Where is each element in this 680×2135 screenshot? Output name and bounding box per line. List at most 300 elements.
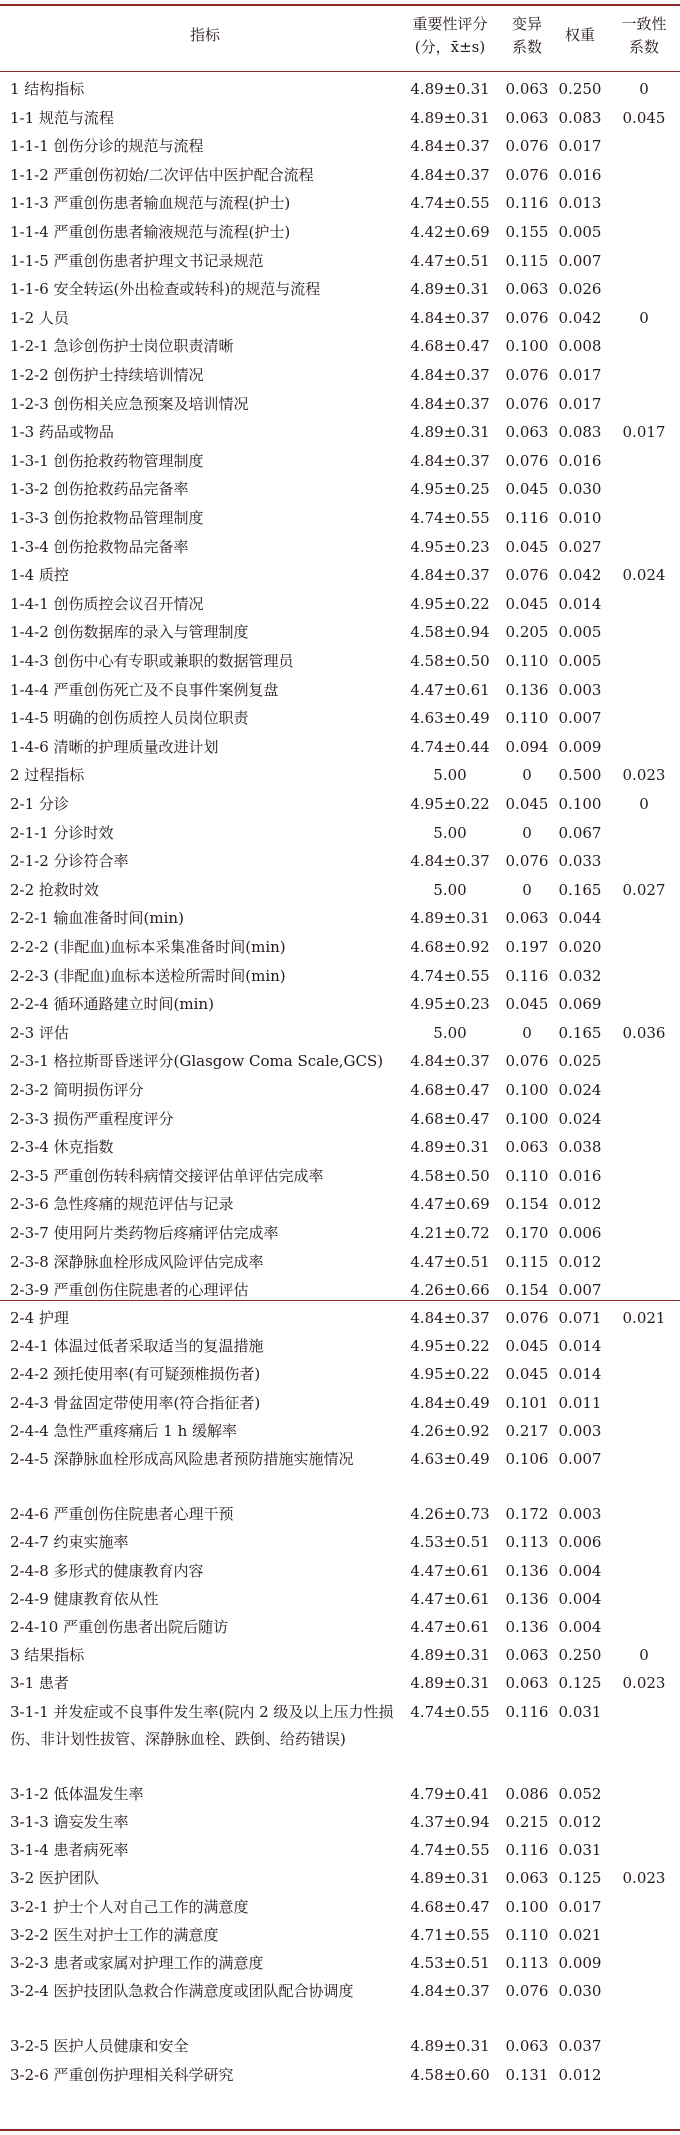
indicator-cell: 3-1-3 谵妄发生率 — [10, 1813, 129, 1831]
indicator-cell: 1-1-5 严重创伤患者护理文书记录规范 — [10, 252, 264, 270]
score-cell: 4.68±0.47 — [410, 1081, 490, 1099]
indicator-cell: 1-1 规范与流程 — [10, 109, 114, 127]
indicator-cell: 2-4-4 急性严重疼痛后 1 h 缓解率 — [10, 1422, 238, 1440]
table-row — [0, 533, 680, 562]
score-cell: 4.58±0.94 — [410, 623, 490, 641]
indicator-cell: 2-2-4 循环通路建立时间(min) — [10, 995, 214, 1013]
score-cell: 4.21±0.72 — [410, 1224, 490, 1242]
score-cell: 4.37±0.94 — [410, 1813, 490, 1831]
indicator-cell: 1-4-3 创伤中心有专职或兼职的数据管理员 — [10, 652, 294, 670]
cv-cell: 0 — [522, 1024, 532, 1042]
indicator-cell: 1 结构指标 — [10, 80, 85, 98]
cv-cell: 0.076 — [505, 1052, 549, 1070]
score-cell: 4.74±0.44 — [410, 738, 490, 756]
cv-cell: 0.063 — [505, 109, 549, 127]
weight-cell: 0.016 — [558, 452, 602, 470]
weight-cell: 0.031 — [558, 1841, 602, 1859]
table-row — [0, 876, 680, 905]
weight-cell: 0.005 — [558, 223, 602, 241]
weight-cell: 0.004 — [558, 1618, 602, 1636]
indicator-cell: 1-1-1 创伤分诊的规范与流程 — [10, 137, 204, 155]
weight-cell: 0.014 — [558, 1337, 602, 1355]
indicator-cell: 3-2-3 患者或家属对护理工作的满意度 — [10, 1954, 264, 1972]
score-cell: 4.42±0.69 — [410, 223, 490, 241]
weight-cell: 0.007 — [558, 1281, 602, 1299]
weight-cell: 0.008 — [558, 337, 602, 355]
score-cell: 4.95±0.23 — [410, 538, 490, 556]
cv-cell: 0.045 — [505, 480, 549, 498]
header-indicator: 指标 — [189, 26, 220, 44]
score-cell: 4.74±0.55 — [410, 194, 490, 212]
table-row — [0, 1500, 680, 1528]
cv-cell: 0.045 — [505, 795, 549, 813]
weight-cell: 0.003 — [558, 1505, 602, 1523]
score-cell: 4.84±0.37 — [410, 1982, 490, 2000]
cv-cell: 0.063 — [505, 1674, 549, 1692]
score-cell: 4.89±0.31 — [410, 423, 490, 441]
indicator-cell: 2-3-9 严重创伤住院患者的心理评估 — [10, 1281, 249, 1299]
table-row — [0, 1047, 680, 1076]
cv-cell: 0.045 — [505, 995, 549, 1013]
table-row — [0, 1557, 680, 1585]
indicator-cell: 1-4-5 明确的创伤质控人员岗位职责 — [10, 709, 249, 727]
indicator-cell: 2-2 抢救时效 — [10, 881, 99, 899]
cv-cell: 0.063 — [505, 1869, 549, 1887]
cv-cell: 0.217 — [505, 1422, 549, 1440]
cc-cell: 0 — [639, 795, 649, 813]
indicator-cell: 2-3-5 严重创伤转科病情交接评估单评估完成率 — [10, 1167, 324, 1185]
cc-cell: 0.045 — [622, 109, 666, 127]
cv-cell: 0.172 — [505, 1505, 549, 1523]
table-row — [0, 676, 680, 705]
table-row — [0, 1133, 680, 1162]
score-cell: 4.89±0.31 — [410, 1674, 490, 1692]
score-cell: 4.53±0.51 — [410, 1954, 490, 1972]
weight-cell: 0.014 — [558, 1365, 602, 1383]
weight-cell: 0.067 — [558, 824, 602, 842]
cc-cell: 0 — [639, 1646, 649, 1664]
score-cell: 4.89±0.31 — [410, 280, 490, 298]
score-cell: 4.71±0.55 — [410, 1926, 490, 1944]
score-cell: 4.47±0.61 — [410, 1590, 490, 1608]
score-cell: 4.84±0.49 — [410, 1394, 490, 1412]
table-row — [0, 761, 680, 790]
indicator-cell: 2-1-1 分诊时效 — [10, 824, 114, 842]
indicator-cell: 2-3-3 损伤严重程度评分 — [10, 1110, 174, 1128]
cv-cell: 0.063 — [505, 1138, 549, 1156]
table-row — [0, 447, 680, 476]
weight-cell: 0.017 — [558, 366, 602, 384]
cv-cell: 0.076 — [505, 452, 549, 470]
score-cell: 4.84±0.37 — [410, 395, 490, 413]
weight-cell: 0.005 — [558, 623, 602, 641]
cv-cell: 0.076 — [505, 309, 549, 327]
cv-cell: 0.154 — [505, 1281, 549, 1299]
cc-cell: 0.023 — [622, 1674, 666, 1692]
indicator-cell: 1-4-1 创伤质控会议召开情况 — [10, 595, 204, 613]
indicator-cell: 1-4-4 严重创伤死亡及不良事件案例复盘 — [10, 681, 279, 699]
table-row — [0, 733, 680, 762]
indicator-cell: 1-2-3 创伤相关应急预案及培训情况 — [10, 395, 249, 413]
table-row — [0, 218, 680, 247]
indicator-cell: 1-4-2 创伤数据库的录入与管理制度 — [10, 623, 249, 641]
cc-cell: 0 — [639, 309, 649, 327]
header-cc-line2: 系数 — [628, 38, 659, 56]
score-cell: 4.89±0.31 — [410, 1869, 490, 1887]
indicator-cell: 2-4 护理 — [10, 1309, 69, 1327]
weight-cell: 0.020 — [558, 938, 602, 956]
table-row — [0, 990, 680, 1019]
weight-cell: 0.024 — [558, 1081, 602, 1099]
cv-cell: 0 — [522, 766, 532, 784]
table-row — [0, 75, 680, 104]
indicator-cell: 2-2-2 (非配血)血标本采集准备时间(min) — [10, 938, 286, 956]
indicator-cell: 1-3-3 创伤抢救物品管理制度 — [10, 509, 204, 527]
cv-cell: 0.136 — [505, 1590, 549, 1608]
weight-cell: 0.004 — [558, 1562, 602, 1580]
weight-cell: 0.007 — [558, 252, 602, 270]
table-row — [0, 189, 680, 218]
weight-cell: 0.006 — [558, 1224, 602, 1242]
header-score-line1: 重要性评分 — [412, 15, 488, 33]
cc-cell: 0.021 — [622, 1309, 666, 1327]
weight-cell: 0.006 — [558, 1533, 602, 1551]
indicator-cell: 3-2-6 严重创伤护理相关科学研究 — [10, 2066, 234, 2084]
table-row — [0, 475, 680, 504]
score-cell: 4.74±0.55 — [410, 1703, 490, 1721]
indicator-cell: 3-1 患者 — [10, 1674, 69, 1692]
table-row — [0, 2032, 680, 2060]
cv-cell: 0.076 — [505, 852, 549, 870]
cv-cell: 0.110 — [505, 1167, 549, 1185]
cc-cell: 0.023 — [622, 1869, 666, 1887]
score-cell: 4.68±0.47 — [410, 1898, 490, 1916]
indicator-cell: 3-2-2 医生对护士工作的满意度 — [10, 1926, 219, 1944]
cv-cell: 0.136 — [505, 1562, 549, 1580]
cv-cell: 0.113 — [505, 1533, 549, 1551]
cv-cell: 0.106 — [505, 1450, 549, 1468]
cv-cell: 0.110 — [505, 709, 549, 727]
cv-cell: 0.045 — [505, 1337, 549, 1355]
table-row — [0, 504, 680, 533]
cv-cell: 0.131 — [505, 2066, 549, 2084]
table-row — [0, 847, 680, 876]
indicator-cell: 2-4-3 骨盆固定带使用率(符合指征者) — [10, 1394, 261, 1412]
mid-rule — [0, 1300, 680, 1301]
score-cell: 4.74±0.55 — [410, 967, 490, 985]
table-row — [0, 1836, 680, 1864]
table-row — [0, 561, 680, 590]
score-cell: 5.00 — [433, 824, 467, 842]
indicator-cell: 1-3 药品或物品 — [10, 423, 114, 441]
table-header — [0, 4, 680, 70]
score-cell: 4.95±0.22 — [410, 1337, 490, 1355]
score-cell: 4.47±0.51 — [410, 1253, 490, 1271]
table-row — [0, 962, 680, 991]
score-cell: 4.89±0.31 — [410, 909, 490, 927]
weight-cell: 0.007 — [558, 709, 602, 727]
indicator-cell: 2-4-7 约束实施率 — [10, 1533, 129, 1551]
indicator-cell: 2-4-2 颈托使用率(有可疑颈椎损伤者) — [10, 1365, 261, 1383]
indicator-cell: 2-3-6 急性疼痛的规范评估与记录 — [10, 1195, 234, 1213]
score-cell: 4.53±0.51 — [410, 1533, 490, 1551]
table-row — [0, 1921, 680, 1949]
indicator-cell: 3-2 医护团队 — [10, 1869, 99, 1887]
weight-cell: 0.012 — [558, 1195, 602, 1213]
table-row — [0, 275, 680, 304]
score-cell: 4.26±0.73 — [410, 1505, 490, 1523]
header-cv — [502, 13, 552, 59]
cv-cell: 0.197 — [505, 938, 549, 956]
weight-cell: 0.030 — [558, 1982, 602, 2000]
cv-cell: 0.110 — [505, 1926, 549, 1944]
indicator-cell: 2-4-6 严重创伤住院患者心理干预 — [10, 1505, 234, 1523]
cv-cell: 0.100 — [505, 337, 549, 355]
cv-cell: 0.170 — [505, 1224, 549, 1242]
bottom-rule — [0, 2129, 680, 2131]
cv-cell: 0.100 — [505, 1110, 549, 1128]
indicator-cell: 3-2-5 医护人员健康和安全 — [10, 2037, 189, 2055]
score-cell: 4.58±0.50 — [410, 1167, 490, 1185]
score-cell: 4.84±0.37 — [410, 852, 490, 870]
table-row — [0, 933, 680, 962]
cv-cell: 0.063 — [505, 80, 549, 98]
table-row — [0, 104, 680, 133]
score-cell: 4.95±0.22 — [410, 795, 490, 813]
cv-cell: 0.045 — [505, 595, 549, 613]
weight-cell: 0.014 — [558, 595, 602, 613]
table-row — [0, 1417, 680, 1445]
score-cell: 4.95±0.25 — [410, 480, 490, 498]
weight-cell: 0.052 — [558, 1785, 602, 1803]
cv-cell: 0.116 — [505, 1703, 549, 1721]
header-cc-line1: 一致性 — [621, 15, 667, 33]
indicator-cell: 2-3-1 格拉斯哥昏迷评分(Glasgow Coma Scale,GCS) — [10, 1052, 384, 1070]
score-cell: 4.47±0.69 — [410, 1195, 490, 1213]
weight-cell: 0.042 — [558, 309, 602, 327]
table-row — [0, 1190, 680, 1219]
cv-cell: 0.076 — [505, 1309, 549, 1327]
table-row — [0, 1780, 680, 1808]
table-row — [0, 1304, 680, 1332]
table-row — [0, 361, 680, 390]
cv-cell: 0.094 — [505, 738, 549, 756]
table-row — [0, 1949, 680, 1977]
cv-cell: 0 — [522, 824, 532, 842]
weight-cell: 0.010 — [558, 509, 602, 527]
score-cell: 4.84±0.37 — [410, 566, 490, 584]
table-row — [0, 1389, 680, 1417]
table-row — [0, 1105, 680, 1134]
table-row — [0, 1669, 680, 1697]
indicator-cell: 1-1-2 严重创伤初始/二次评估中医护配合流程 — [10, 166, 314, 184]
weight-cell: 0.005 — [558, 652, 602, 670]
cv-cell: 0.110 — [505, 652, 549, 670]
cc-cell: 0.017 — [622, 423, 666, 441]
cv-cell: 0.155 — [505, 223, 549, 241]
weight-cell: 0.003 — [558, 681, 602, 699]
weight-cell: 0.003 — [558, 1422, 602, 1440]
indicator-cell: 1-1-6 安全转运(外出检查或转科)的规范与流程 — [10, 280, 321, 298]
cv-cell: 0.063 — [505, 909, 549, 927]
indicator-cell: 2-3 评估 — [10, 1024, 69, 1042]
weight-cell: 0.031 — [558, 1703, 602, 1721]
weight-cell: 0.007 — [558, 1450, 602, 1468]
indicator-cell: 1-2 人员 — [10, 309, 69, 327]
indicator-cell: 2 过程指标 — [10, 766, 85, 784]
weight-cell: 0.250 — [558, 80, 602, 98]
cv-cell: 0.113 — [505, 1954, 549, 1972]
header-rule — [0, 71, 680, 72]
indicator-cell: 3-1-1 并发症或不良事件发生率(院内 2 级及以上压力性损伤、非计划性拔管、深静脉血栓、跌倒、给药错误) — [10, 1703, 394, 1748]
weight-cell: 0.033 — [558, 852, 602, 870]
indicator-cell: 1-3-1 创伤抢救药物管理制度 — [10, 452, 204, 470]
table-row — [0, 247, 680, 276]
indicator-cell: 1-1-4 严重创伤患者输液规范与流程(护士) — [10, 223, 291, 241]
score-cell: 4.58±0.60 — [410, 2066, 490, 2084]
weight-cell: 0.021 — [558, 1926, 602, 1944]
score-cell: 4.63±0.49 — [410, 709, 490, 727]
table-row — [0, 1360, 680, 1388]
cv-cell: 0.063 — [505, 280, 549, 298]
table-row — [0, 1332, 680, 1360]
score-cell: 4.74±0.55 — [410, 1841, 490, 1859]
score-cell: 4.68±0.47 — [410, 337, 490, 355]
cv-cell: 0.063 — [505, 1646, 549, 1664]
table-row — [0, 132, 680, 161]
indicator-cell: 2-1-2 分诊符合率 — [10, 852, 129, 870]
cv-cell: 0.205 — [505, 623, 549, 641]
score-cell: 4.47±0.61 — [410, 1618, 490, 1636]
header-cv-line2: 系数 — [511, 38, 542, 56]
score-cell: 4.84±0.37 — [410, 137, 490, 155]
cv-cell: 0.086 — [505, 1785, 549, 1803]
cv-cell: 0.136 — [505, 681, 549, 699]
cv-cell: 0.100 — [505, 1081, 549, 1099]
weight-cell: 0.012 — [558, 1253, 602, 1271]
weight-cell: 0.071 — [558, 1309, 602, 1327]
score-cell: 4.89±0.31 — [410, 1646, 490, 1664]
score-cell: 4.89±0.31 — [410, 1138, 490, 1156]
header-cv-line1: 变异 — [511, 15, 542, 33]
cv-cell: 0.116 — [505, 509, 549, 527]
indicator-cell: 1-3-2 创伤抢救药品完备率 — [10, 480, 189, 498]
score-cell: 4.26±0.92 — [410, 1422, 490, 1440]
table-row — [0, 1445, 680, 1500]
indicator-cell: 1-1-3 严重创伤患者输血规范与流程(护士) — [10, 194, 291, 212]
cv-cell: 0.100 — [505, 1898, 549, 1916]
cv-cell: 0.116 — [505, 967, 549, 985]
cv-cell: 0.116 — [505, 194, 549, 212]
weight-cell: 0.100 — [558, 795, 602, 813]
table-row — [0, 1585, 680, 1613]
weight-cell: 0.012 — [558, 1813, 602, 1831]
cc-cell: 0.036 — [622, 1024, 666, 1042]
cv-cell: 0.154 — [505, 1195, 549, 1213]
cv-cell: 0.116 — [505, 1841, 549, 1859]
score-cell: 4.68±0.47 — [410, 1110, 490, 1128]
indicator-cell: 2-2-1 输血准备时间(min) — [10, 909, 184, 927]
table-row — [0, 332, 680, 361]
table-row — [0, 1613, 680, 1641]
cc-cell: 0.024 — [622, 566, 666, 584]
indicator-cell: 3-2-4 医护技团队急救合作满意度或团队配合协调度 — [10, 1982, 354, 2000]
score-cell: 4.63±0.49 — [410, 1450, 490, 1468]
score-cell: 4.95±0.22 — [410, 1365, 490, 1383]
weight-cell: 0.017 — [558, 137, 602, 155]
table-row — [0, 1248, 680, 1277]
cv-cell: 0.076 — [505, 1982, 549, 2000]
table-row — [0, 1019, 680, 1048]
score-cell: 4.74±0.55 — [410, 509, 490, 527]
table-row — [0, 819, 680, 848]
score-cell: 4.84±0.37 — [410, 366, 490, 384]
weight-cell: 0.032 — [558, 967, 602, 985]
table-row — [0, 1162, 680, 1191]
cv-cell: 0.063 — [505, 2037, 549, 2055]
weight-cell: 0.165 — [558, 881, 602, 899]
score-cell: 5.00 — [433, 881, 467, 899]
weight-cell: 0.027 — [558, 538, 602, 556]
weight-cell: 0.016 — [558, 1167, 602, 1185]
score-cell: 4.89±0.31 — [410, 2037, 490, 2055]
score-cell: 4.47±0.51 — [410, 252, 490, 270]
indicator-cell: 2-4-10 严重创伤患者出院后随访 — [10, 1618, 229, 1636]
indicator-cell: 2-3-8 深静脉血栓形成风险评估完成率 — [10, 1253, 264, 1271]
score-cell: 4.79±0.41 — [410, 1785, 490, 1803]
indicator-cell: 2-2-3 (非配血)血标本送检所需时间(min) — [10, 967, 286, 985]
indicator-cell: 1-4 质控 — [10, 566, 69, 584]
cv-cell: 0.063 — [505, 423, 549, 441]
table-row — [0, 390, 680, 419]
table-row — [0, 2061, 680, 2089]
cc-cell: 0 — [639, 80, 649, 98]
score-cell: 4.47±0.61 — [410, 1562, 490, 1580]
table-row — [0, 418, 680, 447]
table-row — [0, 790, 680, 819]
header-weight: 权重 — [564, 26, 595, 44]
header-cc — [608, 13, 680, 59]
cv-cell: 0.115 — [505, 1253, 549, 1271]
table-row — [0, 161, 680, 190]
cv-cell: 0.076 — [505, 366, 549, 384]
weight-cell: 0.011 — [558, 1394, 602, 1412]
indicator-cell: 1-4-6 清晰的护理质量改进计划 — [10, 738, 219, 756]
table-row — [0, 1977, 680, 2032]
score-cell: 4.68±0.92 — [410, 938, 490, 956]
cv-cell: 0.045 — [505, 1365, 549, 1383]
table-row — [0, 618, 680, 647]
weight-cell: 0.038 — [558, 1138, 602, 1156]
score-cell: 5.00 — [433, 766, 467, 784]
table-row — [0, 1076, 680, 1105]
weight-cell: 0.069 — [558, 995, 602, 1013]
cv-cell: 0.045 — [505, 538, 549, 556]
weight-cell: 0.025 — [558, 1052, 602, 1070]
cc-cell: 0.023 — [622, 766, 666, 784]
score-cell: 4.58±0.50 — [410, 652, 490, 670]
cv-cell: 0.115 — [505, 252, 549, 270]
table-row — [0, 904, 680, 933]
cc-cell: 0.027 — [622, 881, 666, 899]
table-row — [0, 1528, 680, 1556]
score-cell: 4.84±0.37 — [410, 452, 490, 470]
weight-cell: 0.083 — [558, 109, 602, 127]
table-row — [0, 1864, 680, 1892]
weight-cell: 0.012 — [558, 2066, 602, 2084]
weight-cell: 0.017 — [558, 395, 602, 413]
table-row — [0, 1698, 680, 1780]
